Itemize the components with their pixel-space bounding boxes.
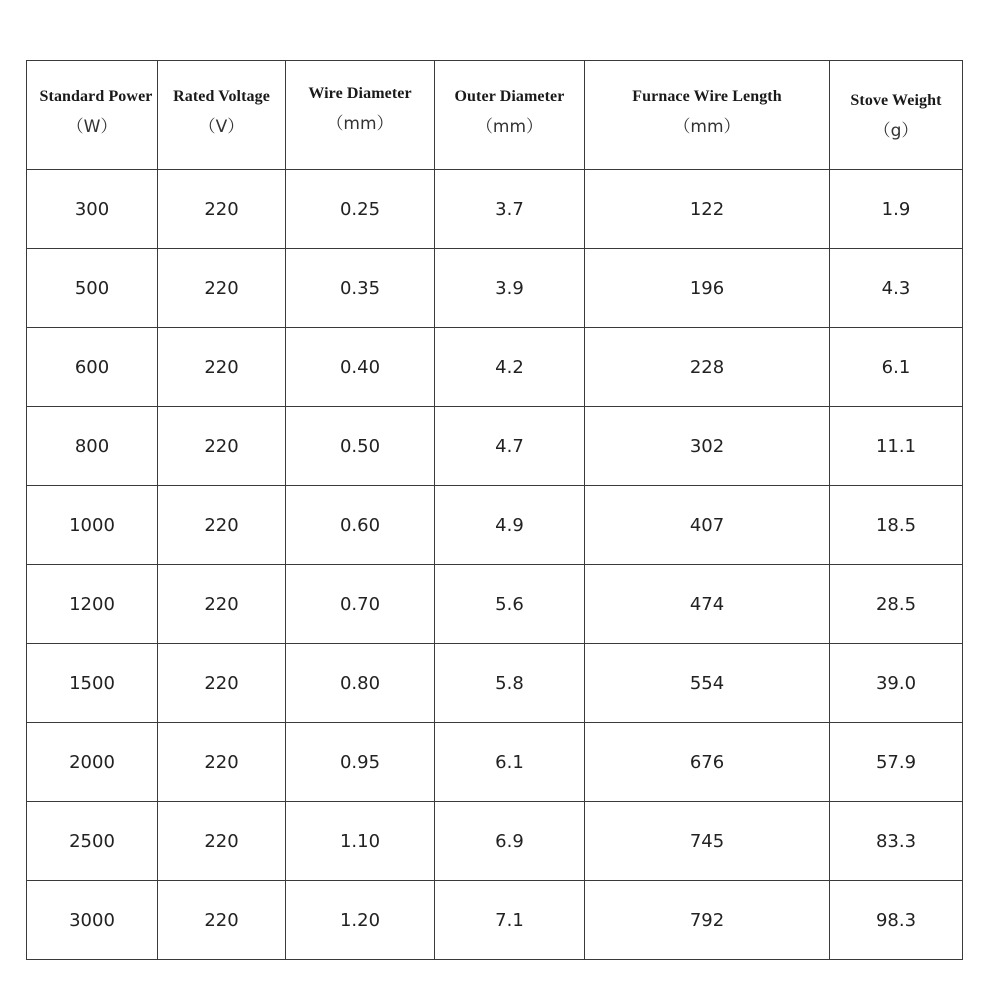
cell-voltage: 220	[158, 407, 286, 486]
cell-wire-length: 122	[585, 170, 830, 249]
table-row	[27, 802, 963, 881]
cell-wire-length: 407	[585, 486, 830, 565]
cell-wire-diameter: 0.35	[286, 249, 435, 328]
cell-wire-length: 196	[585, 249, 830, 328]
header-name: Furnace Wire Length	[632, 87, 782, 105]
cell-voltage: 220	[158, 802, 286, 881]
cell-wire-diameter: 0.60	[286, 486, 435, 565]
cell-wire-diameter: 0.70	[286, 565, 435, 644]
cell-power: 1200	[27, 565, 158, 644]
header-name: Stove Weight	[850, 91, 942, 109]
cell-power: 600	[27, 328, 158, 407]
cell-wire-length: 676	[585, 723, 830, 802]
cell-outer-diameter: 7.1	[435, 881, 585, 960]
table-row	[27, 486, 963, 565]
header-cell-wire-diameter	[286, 61, 435, 170]
header-unit: （mm）	[475, 116, 544, 137]
cell-stove-weight: 6.1	[830, 328, 963, 407]
cell-wire-diameter: 0.50	[286, 407, 435, 486]
header-unit: （g）	[873, 120, 919, 141]
cell-stove-weight: 18.5	[830, 486, 963, 565]
cell-wire-length: 745	[585, 802, 830, 881]
cell-power: 2500	[27, 802, 158, 881]
header-name: Outer Diameter	[454, 87, 565, 105]
cell-power: 3000	[27, 881, 158, 960]
cell-voltage: 220	[158, 644, 286, 723]
cell-power: 1500	[27, 644, 158, 723]
cell-stove-weight: 28.5	[830, 565, 963, 644]
cell-wire-length: 792	[585, 881, 830, 960]
cell-outer-diameter: 4.9	[435, 486, 585, 565]
cell-power: 300	[27, 170, 158, 249]
cell-outer-diameter: 4.7	[435, 407, 585, 486]
cell-power: 2000	[27, 723, 158, 802]
header-cell-stove-weight	[830, 61, 963, 170]
cell-stove-weight: 98.3	[830, 881, 963, 960]
cell-wire-diameter: 0.25	[286, 170, 435, 249]
table-body	[27, 170, 963, 960]
table-row	[27, 565, 963, 644]
table-row	[27, 644, 963, 723]
cell-voltage: 220	[158, 881, 286, 960]
cell-voltage: 220	[158, 486, 286, 565]
cell-wire-length: 474	[585, 565, 830, 644]
header-name: Standard Power	[39, 87, 153, 105]
cell-wire-diameter: 1.10	[286, 802, 435, 881]
cell-voltage: 220	[158, 170, 286, 249]
cell-power: 500	[27, 249, 158, 328]
cell-outer-diameter: 5.8	[435, 644, 585, 723]
table-row	[27, 407, 963, 486]
header-cell-outer-diameter	[435, 61, 585, 170]
cell-wire-diameter: 0.80	[286, 644, 435, 723]
table-row	[27, 170, 963, 249]
cell-outer-diameter: 3.9	[435, 249, 585, 328]
header-unit: （V）	[198, 116, 245, 137]
table-row	[27, 723, 963, 802]
cell-voltage: 220	[158, 249, 286, 328]
cell-wire-length: 302	[585, 407, 830, 486]
cell-outer-diameter: 3.7	[435, 170, 585, 249]
cell-voltage: 220	[158, 328, 286, 407]
cell-wire-diameter: 0.95	[286, 723, 435, 802]
cell-outer-diameter: 5.6	[435, 565, 585, 644]
table-row	[27, 328, 963, 407]
cell-power: 800	[27, 407, 158, 486]
table-row	[27, 881, 963, 960]
cell-voltage: 220	[158, 723, 286, 802]
cell-power: 1000	[27, 486, 158, 565]
cell-stove-weight: 1.9	[830, 170, 963, 249]
header-cell-voltage	[158, 61, 286, 170]
cell-wire-diameter: 0.40	[286, 328, 435, 407]
cell-stove-weight: 11.1	[830, 407, 963, 486]
cell-outer-diameter: 4.2	[435, 328, 585, 407]
header-unit: （mm）	[673, 116, 741, 137]
header-cell-wire-length	[585, 61, 830, 170]
cell-wire-length: 228	[585, 328, 830, 407]
cell-stove-weight: 4.3	[830, 249, 963, 328]
spec-table	[26, 60, 963, 960]
cell-stove-weight: 57.9	[830, 723, 963, 802]
header-row	[27, 61, 963, 170]
cell-outer-diameter: 6.9	[435, 802, 585, 881]
table-header	[27, 61, 963, 170]
cell-stove-weight: 83.3	[830, 802, 963, 881]
header-name: Wire Diameter	[308, 84, 412, 102]
table-row	[27, 249, 963, 328]
header-cell-power	[27, 61, 158, 170]
header-unit: （W）	[66, 116, 118, 137]
cell-voltage: 220	[158, 565, 286, 644]
cell-stove-weight: 39.0	[830, 644, 963, 723]
cell-wire-diameter: 1.20	[286, 881, 435, 960]
cell-outer-diameter: 6.1	[435, 723, 585, 802]
cell-wire-length: 554	[585, 644, 830, 723]
header-unit: （mm）	[326, 113, 394, 134]
header-name: Rated Voltage	[173, 87, 270, 105]
